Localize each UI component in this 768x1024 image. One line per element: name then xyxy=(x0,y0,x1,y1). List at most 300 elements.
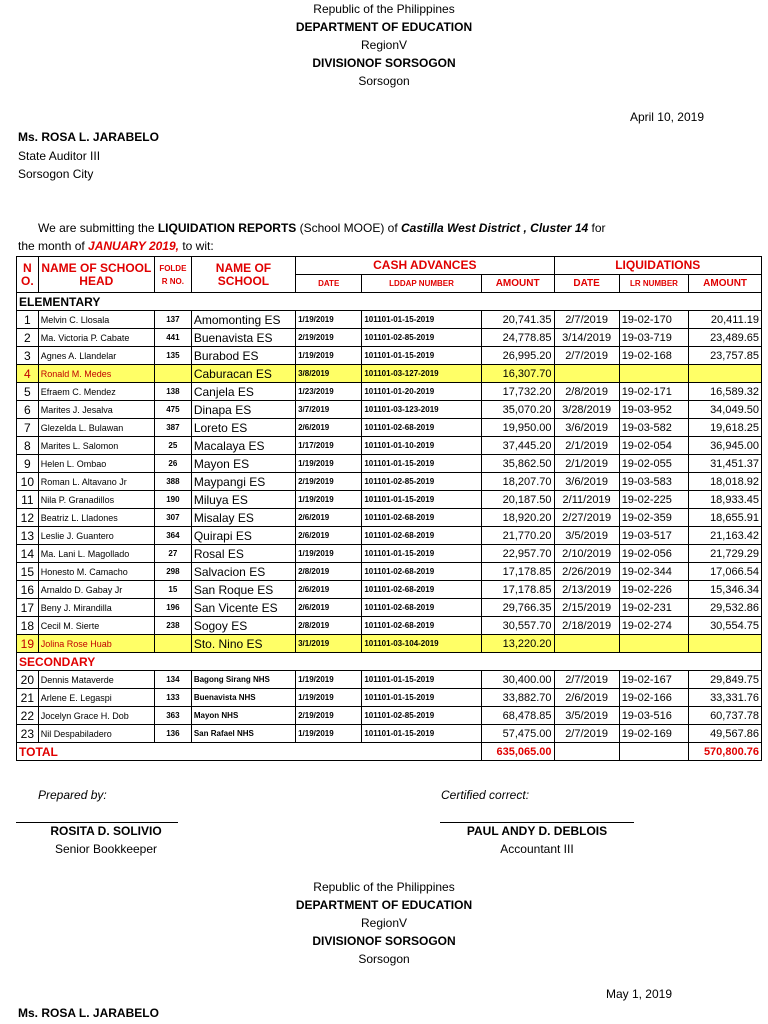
col-date-header: DATE xyxy=(296,275,362,293)
school-head-cell: Efraem C. Mendez xyxy=(38,383,154,401)
liq-date-cell: 2/6/2019 xyxy=(554,689,619,707)
liq-date-cell: 2/1/2019 xyxy=(554,437,619,455)
cash-date-cell: 2/6/2019 xyxy=(296,509,362,527)
folder-cell: 25 xyxy=(154,437,191,455)
row-number: 23 xyxy=(17,725,39,743)
col-school-header: NAME OF SCHOOL xyxy=(191,257,295,293)
intro-paragraph xyxy=(18,219,758,255)
liq-amount-cell: 60,737.78 xyxy=(689,707,762,725)
cash-date-cell: 1/19/2019 xyxy=(296,671,362,689)
division-line: DIVISIONOF SORSOGON xyxy=(312,56,456,70)
school-head-cell: Nil Despabiladero xyxy=(38,725,154,743)
col-folder-header: FOLDE R NO. xyxy=(154,257,191,293)
school-name-cell: Quirapi ES xyxy=(191,527,295,545)
cash-date-cell: 3/7/2019 xyxy=(296,401,362,419)
school-head-cell: Dennis Mataverde xyxy=(38,671,154,689)
prepared-by-label: Prepared by: xyxy=(38,788,107,802)
lddap-cell: 101101-02-68-2019 xyxy=(362,527,481,545)
cash-date-cell: 3/8/2019 xyxy=(296,365,362,383)
certified-name: PAUL ANDY D. DEBLOIS xyxy=(466,824,608,838)
school-name-cell: Bagong Sirang NHS xyxy=(191,671,295,689)
school-name-cell: Buenavista NHS xyxy=(191,689,295,707)
table-row xyxy=(17,545,762,563)
school-head-cell: Leslie J. Guantero xyxy=(38,527,154,545)
col-lddap-header: LDDAP NUMBER xyxy=(362,275,481,293)
school-name-cell: Rosal ES xyxy=(191,545,295,563)
region-line-2: RegionV xyxy=(360,916,408,930)
lddap-cell: 101101-02-68-2019 xyxy=(362,509,481,527)
cash-date-cell: 1/19/2019 xyxy=(296,347,362,365)
table-row xyxy=(17,635,762,653)
lddap-cell: 101101-01-15-2019 xyxy=(362,491,481,509)
lddap-cell: 101101-01-15-2019 xyxy=(362,725,481,743)
cash-amount-cell: 24,778.85 xyxy=(481,329,554,347)
cash-amount-cell: 18,207.70 xyxy=(481,473,554,491)
row-number: 10 xyxy=(17,473,39,491)
table-row xyxy=(17,563,762,581)
cash-date-cell: 2/6/2019 xyxy=(296,581,362,599)
school-name-cell: Sogoy ES xyxy=(191,617,295,635)
lddap-cell: 101101-01-15-2019 xyxy=(362,545,481,563)
lddap-cell: 101101-02-68-2019 xyxy=(362,419,481,437)
cash-amount-cell: 17,178.85 xyxy=(481,581,554,599)
school-head-cell: Ma. Lani L. Magollado xyxy=(38,545,154,563)
cash-amount-cell: 30,557.70 xyxy=(481,617,554,635)
cash-advances-header: CASH ADVANCES xyxy=(296,257,554,275)
cash-amount-cell: 16,307.70 xyxy=(481,365,554,383)
liq-date-cell: 2/7/2019 xyxy=(554,725,619,743)
cash-amount-cell: 17,732.20 xyxy=(481,383,554,401)
table-row xyxy=(17,725,762,743)
school-head-cell: Ma. Victoria P. Cabate xyxy=(38,329,154,347)
folder-cell: 27 xyxy=(154,545,191,563)
cash-amount-cell: 20,187.50 xyxy=(481,491,554,509)
province-line: Sorsogon xyxy=(358,74,410,88)
school-head-cell: Beny J. Mirandilla xyxy=(38,599,154,617)
folder-cell: 135 xyxy=(154,347,191,365)
folder-cell: 388 xyxy=(154,473,191,491)
folder-cell: 441 xyxy=(154,329,191,347)
liq-amount-cell: 23,489.65 xyxy=(689,329,762,347)
lr-number-cell: 19-03-516 xyxy=(619,707,689,725)
liq-amount-cell: 19,618.25 xyxy=(689,419,762,437)
certified-title: Accountant III xyxy=(500,842,574,856)
prepared-signature-line xyxy=(16,822,178,823)
folder-cell: 475 xyxy=(154,401,191,419)
liq-amount-cell: 33,331.76 xyxy=(689,689,762,707)
liquidations-header: LIQUIDATIONS xyxy=(554,257,761,275)
cash-amount-cell: 30,400.00 xyxy=(481,671,554,689)
lr-number-cell: 19-03-719 xyxy=(619,329,689,347)
table-row xyxy=(17,617,762,635)
intro-district: Castilla West District , Cluster 14 xyxy=(401,221,589,235)
table-row xyxy=(17,347,762,365)
intro-report-type: LIQUIDATION REPORTS xyxy=(157,221,297,235)
table-row xyxy=(17,437,762,455)
cash-date-cell: 2/8/2019 xyxy=(296,617,362,635)
school-name-cell: Maypangi ES xyxy=(191,473,295,491)
school-name-cell: Misalay ES xyxy=(191,509,295,527)
section-elementary: ELEMENTARY xyxy=(17,293,762,311)
liq-date-cell xyxy=(554,365,619,383)
liq-date-cell: 3/5/2019 xyxy=(554,527,619,545)
row-number: 19 xyxy=(17,635,39,653)
liq-amount-cell: 18,933.45 xyxy=(689,491,762,509)
province-line-2: Sorsogon xyxy=(358,952,410,966)
table-row xyxy=(17,473,762,491)
col-lr-header: LR NUMBER xyxy=(619,275,689,293)
addressee-name: Ms. ROSA L. JARABELO xyxy=(18,130,159,144)
school-name-cell: Buenavista ES xyxy=(191,329,295,347)
folder-cell: 238 xyxy=(154,617,191,635)
department-line-2: DEPARTMENT OF EDUCATION xyxy=(295,898,473,912)
lr-number-cell: 19-02-274 xyxy=(619,617,689,635)
table-row xyxy=(17,311,762,329)
cash-amount-cell: 21,770.20 xyxy=(481,527,554,545)
school-name-cell: San Roque ES xyxy=(191,581,295,599)
addressee-title: State Auditor III xyxy=(18,148,101,163)
table-row xyxy=(17,707,762,725)
lr-number-cell: 19-02-171 xyxy=(619,383,689,401)
school-head-cell: Roman L. Altavano Jr xyxy=(38,473,154,491)
lr-number-cell: 19-02-166 xyxy=(619,689,689,707)
lddap-cell: 101101-02-85-2019 xyxy=(362,473,481,491)
cash-date-cell: 2/19/2019 xyxy=(296,707,362,725)
school-head-cell: Arlene E. Legaspi xyxy=(38,689,154,707)
school-head-cell: Helen L. Ombao xyxy=(38,455,154,473)
table-row xyxy=(17,581,762,599)
table-row xyxy=(17,599,762,617)
folder-cell: 133 xyxy=(154,689,191,707)
folder-cell: 307 xyxy=(154,509,191,527)
row-number: 5 xyxy=(17,383,39,401)
cash-amount-cell: 19,950.00 xyxy=(481,419,554,437)
table-row xyxy=(17,689,762,707)
table-row xyxy=(17,491,762,509)
lr-number-cell: 19-02-167 xyxy=(619,671,689,689)
table-row xyxy=(17,329,762,347)
liq-amount-cell: 17,066.54 xyxy=(689,563,762,581)
lr-number-cell: 19-02-054 xyxy=(619,437,689,455)
lr-number-cell: 19-02-225 xyxy=(619,491,689,509)
col-liq-date-header: DATE xyxy=(554,275,619,293)
lr-number-cell: 19-02-226 xyxy=(619,581,689,599)
liq-date-cell: 2/7/2019 xyxy=(554,347,619,365)
folder-cell: 137 xyxy=(154,311,191,329)
total-row xyxy=(17,743,762,761)
liq-amount-cell: 29,532.86 xyxy=(689,599,762,617)
liq-date-cell: 2/8/2019 xyxy=(554,383,619,401)
row-number: 2 xyxy=(17,329,39,347)
cash-date-cell: 2/19/2019 xyxy=(296,473,362,491)
intro-text-5: to wit: xyxy=(178,239,214,253)
folder-cell: 26 xyxy=(154,455,191,473)
intro-text-4: the month of xyxy=(18,239,89,253)
row-number: 11 xyxy=(17,491,39,509)
cash-date-cell: 1/19/2019 xyxy=(296,311,362,329)
lddap-cell: 101101-01-10-2019 xyxy=(362,437,481,455)
row-number: 20 xyxy=(17,671,39,689)
row-number: 7 xyxy=(17,419,39,437)
cash-date-cell: 2/19/2019 xyxy=(296,329,362,347)
school-name-cell: Amomonting ES xyxy=(191,311,295,329)
lddap-cell: 101101-02-68-2019 xyxy=(362,581,481,599)
liq-date-cell: 3/14/2019 xyxy=(554,329,619,347)
school-name-cell: Mayon NHS xyxy=(191,707,295,725)
cash-date-cell: 1/23/2019 xyxy=(296,383,362,401)
certified-correct-label: Certified correct: xyxy=(441,788,530,802)
folder-cell: 138 xyxy=(154,383,191,401)
table-row xyxy=(17,527,762,545)
folder-cell: 190 xyxy=(154,491,191,509)
lddap-cell: 101101-02-68-2019 xyxy=(362,617,481,635)
cash-amount-cell: 26,995.20 xyxy=(481,347,554,365)
row-number: 4 xyxy=(17,365,39,383)
table-row xyxy=(17,401,762,419)
liq-amount-cell: 18,018.92 xyxy=(689,473,762,491)
cash-amount-cell: 13,220.20 xyxy=(481,635,554,653)
school-name-cell: Miluya ES xyxy=(191,491,295,509)
certified-signature-line xyxy=(440,822,634,823)
cash-date-cell: 1/19/2019 xyxy=(296,491,362,509)
liq-date-cell: 2/13/2019 xyxy=(554,581,619,599)
cash-amount-cell: 35,070.20 xyxy=(481,401,554,419)
row-number: 15 xyxy=(17,563,39,581)
cash-date-cell: 2/6/2019 xyxy=(296,419,362,437)
cash-amount-cell: 18,920.20 xyxy=(481,509,554,527)
row-number: 21 xyxy=(17,689,39,707)
row-number: 18 xyxy=(17,617,39,635)
liq-amount-cell: 23,757.85 xyxy=(689,347,762,365)
folder-cell: 15 xyxy=(154,581,191,599)
liq-date-cell: 2/7/2019 xyxy=(554,311,619,329)
liq-date-cell: 3/6/2019 xyxy=(554,419,619,437)
school-head-cell: Marites J. Jesalva xyxy=(38,401,154,419)
liq-amount-cell xyxy=(689,365,762,383)
school-head-cell: Beatriz L. Lladones xyxy=(38,509,154,527)
liq-amount-cell xyxy=(689,635,762,653)
row-number: 16 xyxy=(17,581,39,599)
republic-line: Republic of the Philippines xyxy=(313,2,455,16)
cash-date-cell: 2/6/2019 xyxy=(296,527,362,545)
lr-number-cell: 19-02-168 xyxy=(619,347,689,365)
lddap-cell: 101101-03-127-2019 xyxy=(362,365,481,383)
division-line-2: DIVISIONOF SORSOGON xyxy=(312,934,456,948)
addressee-name-2: Ms. ROSA L. JARABELO xyxy=(18,1006,159,1020)
table-row xyxy=(17,365,762,383)
col-amount-header: AMOUNT xyxy=(481,275,554,293)
liq-date-cell: 3/28/2019 xyxy=(554,401,619,419)
liquidation-table xyxy=(16,256,762,761)
lr-number-cell: 19-03-952 xyxy=(619,401,689,419)
liq-amount-cell: 20,411.19 xyxy=(689,311,762,329)
table-row xyxy=(17,509,762,527)
section-secondary: SECONDARY xyxy=(17,653,762,671)
cash-date-cell: 2/6/2019 xyxy=(296,599,362,617)
liq-amount-cell: 16,589.32 xyxy=(689,383,762,401)
cash-date-cell: 1/19/2019 xyxy=(296,455,362,473)
liq-amount-cell: 31,451.37 xyxy=(689,455,762,473)
lddap-cell: 101101-02-85-2019 xyxy=(362,707,481,725)
letter-date-2: May 1, 2019 xyxy=(605,987,672,1001)
school-head-cell: Ronald M. Medes xyxy=(38,365,154,383)
row-number: 1 xyxy=(17,311,39,329)
liq-date-cell: 2/10/2019 xyxy=(554,545,619,563)
school-name-cell: Sto. Nino ES xyxy=(191,635,295,653)
lddap-cell: 101101-01-15-2019 xyxy=(362,689,481,707)
school-head-cell: Agnes A. Llandelar xyxy=(38,347,154,365)
liq-amount-cell: 18,655.91 xyxy=(689,509,762,527)
school-name-cell: Dinapa ES xyxy=(191,401,295,419)
row-number: 9 xyxy=(17,455,39,473)
prepared-title: Senior Bookkeeper xyxy=(54,842,158,856)
school-head-cell: Marites L. Salomon xyxy=(38,437,154,455)
addressee-block xyxy=(18,128,159,184)
total-label: TOTAL xyxy=(17,743,482,761)
lr-number-cell: 19-02-359 xyxy=(619,509,689,527)
school-name-cell: Canjela ES xyxy=(191,383,295,401)
liq-amount-cell: 30,554.75 xyxy=(689,617,762,635)
school-name-cell: Mayon ES xyxy=(191,455,295,473)
lddap-cell: 101101-03-104-2019 xyxy=(362,635,481,653)
cash-date-cell: 1/19/2019 xyxy=(296,689,362,707)
school-head-cell: Jocelyn Grace H. Dob xyxy=(38,707,154,725)
lddap-cell: 101101-02-85-2019 xyxy=(362,329,481,347)
lr-number-cell xyxy=(619,365,689,383)
region-line: RegionV xyxy=(360,38,408,52)
school-name-cell: Burabod ES xyxy=(191,347,295,365)
letterhead-2 xyxy=(0,878,768,968)
folder-cell xyxy=(154,365,191,383)
liq-date-cell: 2/18/2019 xyxy=(554,617,619,635)
cash-amount-cell: 57,475.00 xyxy=(481,725,554,743)
folder-cell: 196 xyxy=(154,599,191,617)
school-head-cell: Melvin C. Llosala xyxy=(38,311,154,329)
republic-line-2: Republic of the Philippines xyxy=(313,880,455,894)
liq-date-cell: 2/15/2019 xyxy=(554,599,619,617)
liq-amount-cell: 36,945.00 xyxy=(689,437,762,455)
school-head-cell: Cecil M. Sierte xyxy=(38,617,154,635)
lr-number-cell: 19-02-170 xyxy=(619,311,689,329)
cash-amount-cell: 22,957.70 xyxy=(481,545,554,563)
school-head-cell: Glezelda L. Bulawan xyxy=(38,419,154,437)
col-no-header: N O. xyxy=(17,257,39,293)
col-liq-amount-header: AMOUNT xyxy=(689,275,762,293)
total-cash-advances: 635,065.00 xyxy=(481,743,554,761)
folder-cell: 364 xyxy=(154,527,191,545)
lr-number-cell: 19-02-056 xyxy=(619,545,689,563)
cash-amount-cell: 37,445.20 xyxy=(481,437,554,455)
cash-amount-cell: 17,178.85 xyxy=(481,563,554,581)
folder-cell: 136 xyxy=(154,725,191,743)
table-row xyxy=(17,671,762,689)
liq-amount-cell: 15,346.34 xyxy=(689,581,762,599)
school-name-cell: San Vicente ES xyxy=(191,599,295,617)
folder-cell: 363 xyxy=(154,707,191,725)
cash-amount-cell: 29,766.35 xyxy=(481,599,554,617)
intro-text-1: We are submitting the xyxy=(38,221,158,235)
letterhead xyxy=(0,0,768,90)
intro-text-2: (School MOOE) of xyxy=(296,221,401,235)
lr-number-cell: 19-02-169 xyxy=(619,725,689,743)
cash-date-cell: 1/17/2019 xyxy=(296,437,362,455)
lr-number-cell: 19-03-583 xyxy=(619,473,689,491)
liq-date-cell: 2/7/2019 xyxy=(554,671,619,689)
row-number: 8 xyxy=(17,437,39,455)
cash-amount-cell: 20,741.35 xyxy=(481,311,554,329)
cash-date-cell: 1/19/2019 xyxy=(296,725,362,743)
table-row xyxy=(17,455,762,473)
lr-number-cell: 19-02-231 xyxy=(619,599,689,617)
prepared-name: ROSITA D. SOLIVIO xyxy=(50,824,162,838)
liq-amount-cell: 21,729.29 xyxy=(689,545,762,563)
school-head-cell: Nila P. Granadillos xyxy=(38,491,154,509)
lr-number-cell xyxy=(619,635,689,653)
lr-number-cell: 19-02-344 xyxy=(619,563,689,581)
school-head-cell: Jolina Rose Huab xyxy=(38,635,154,653)
addressee-city: Sorsogon City xyxy=(18,167,94,181)
lddap-cell: 101101-01-15-2019 xyxy=(362,347,481,365)
liq-date-cell: 2/1/2019 xyxy=(554,455,619,473)
intro-month: JANUARY 2019, xyxy=(88,239,179,253)
liq-date-cell: 2/27/2019 xyxy=(554,509,619,527)
liq-date-cell: 2/11/2019 xyxy=(554,491,619,509)
col-school-head-header: NAME OF SCHOOL HEAD xyxy=(38,257,154,293)
school-name-cell: Macalaya ES xyxy=(191,437,295,455)
row-number: 14 xyxy=(17,545,39,563)
lddap-cell: 101101-02-68-2019 xyxy=(362,599,481,617)
row-number: 13 xyxy=(17,527,39,545)
liq-amount-cell: 34,049.50 xyxy=(689,401,762,419)
liq-amount-cell: 21,163.42 xyxy=(689,527,762,545)
cash-date-cell: 3/1/2019 xyxy=(296,635,362,653)
cash-amount-cell: 68,478.85 xyxy=(481,707,554,725)
letter-date: April 10, 2019 xyxy=(629,110,704,124)
liq-date-cell: 3/6/2019 xyxy=(554,473,619,491)
folder-cell: 387 xyxy=(154,419,191,437)
folder-cell: 298 xyxy=(154,563,191,581)
department-line: DEPARTMENT OF EDUCATION xyxy=(295,20,473,34)
lddap-cell: 101101-03-123-2019 xyxy=(362,401,481,419)
table-row xyxy=(17,419,762,437)
intro-text-3: for xyxy=(588,221,606,235)
row-number: 6 xyxy=(17,401,39,419)
lddap-cell: 101101-01-15-2019 xyxy=(362,311,481,329)
lddap-cell: 101101-01-15-2019 xyxy=(362,671,481,689)
folder-cell xyxy=(154,635,191,653)
lr-number-cell: 19-03-517 xyxy=(619,527,689,545)
table-row xyxy=(17,383,762,401)
school-head-cell: Arnaldo D. Gabay Jr xyxy=(38,581,154,599)
liq-date-cell: 2/26/2019 xyxy=(554,563,619,581)
row-number: 22 xyxy=(17,707,39,725)
folder-cell: 134 xyxy=(154,671,191,689)
liq-date-cell: 3/5/2019 xyxy=(554,707,619,725)
row-number: 17 xyxy=(17,599,39,617)
liq-amount-cell: 49,567.86 xyxy=(689,725,762,743)
total-liquidations: 570,800.76 xyxy=(689,743,762,761)
row-number: 12 xyxy=(17,509,39,527)
school-name-cell: Loreto ES xyxy=(191,419,295,437)
cash-date-cell: 2/8/2019 xyxy=(296,563,362,581)
lddap-cell: 101101-02-68-2019 xyxy=(362,563,481,581)
lr-number-cell: 19-03-582 xyxy=(619,419,689,437)
liq-amount-cell: 29,849.75 xyxy=(689,671,762,689)
lddap-cell: 101101-01-15-2019 xyxy=(362,455,481,473)
lr-number-cell: 19-02-055 xyxy=(619,455,689,473)
school-name-cell: Caburacan ES xyxy=(191,365,295,383)
school-name-cell: Salvacion ES xyxy=(191,563,295,581)
